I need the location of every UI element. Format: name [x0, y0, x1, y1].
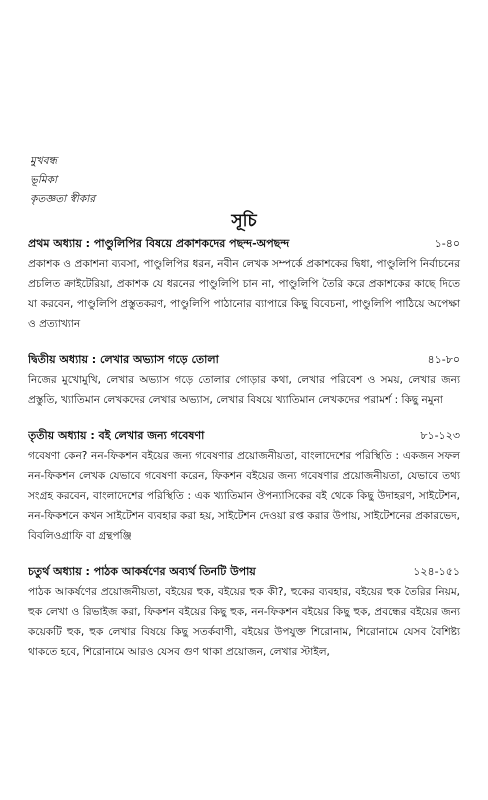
front-matter	[30, 152, 95, 209]
toc-title: সূচি	[231, 211, 257, 231]
chapter-page-range: ৮১-১২৩	[420, 429, 460, 442]
table-of-contents	[28, 234, 460, 678]
chapter-title: তৃতীয় অধ্যায় : বই লেখার জন্য গবেষণা	[28, 429, 205, 442]
chapter-description: প্রকাশক ও প্রকাশনা ব্যবসা, পাণ্ডুলিপির ধরন, নবীন লেখক সম্পর্কে প্রকাশকের দ্বিধা, পাণ্ডুলিপি নির্বাচনের প্রচলিত ক্রাইটেরিয়া, প্রকাশক যে ধরনের পাণ্ডুলিপি চান না, পাণ্ডুলিপি তৈরি করে প্রকাশকের কাছে দিতে যা করবেন, পাণ্ডুলিপি প্রস্তুতকরণ, পাণ্ডুলিপি পাঠানোর ব্যাপারে কিছু বিবেচনা, পাণ্ডুলিপি পাঠিয়ে অপেক্ষা ও প্রত্যাখ্যান	[28, 258, 460, 330]
chapter-page-range: ১-৪০	[434, 237, 460, 250]
chapter-description: গবেষণা কেন? নন-ফিকশন বইয়ের জন্য গবেষণার প্রয়োজনীয়তা, বাংলাদেশের পরিস্থিতি : একজন সফল নন-ফিকশন লেখক যেভাবে গবেষণা করেন, ফিকশন বইয়ের জন্য গবেষণার প্রয়োজনীয়তা, যেভাবে তথ্য সংগ্রহ করবেন, বাংলাদেশের পরিস্থিতি : এক খ্যাতিমান ঔপন্যাসিকের বই থেকে কিছু উদাহরণ, সাইটেশন, নন-ফিকশনে কখন সাইটেশন ব্যবহার করা হয়, সাইটেশন দেওয়া রপ্ত করার উপায়, সাইটেশনের প্রকারভেদ, বিবলিওগ্রাফি বা গ্রন্থপঞ্জি	[28, 450, 460, 542]
chapter-title: চতুর্থ অধ্যায় : পাঠক আকর্ষণের অব্যর্থ তিনটি উপায়	[28, 565, 256, 578]
chapter-page-range: ১২৪-১৫১	[413, 565, 460, 578]
chapter-title: দ্বিতীয় অধ্যায় : লেখার অভ্যাস গড়ে তোলা	[28, 353, 219, 366]
toc-chapter-3	[28, 426, 460, 546]
toc-chapter-1	[28, 234, 460, 334]
front-matter-item-introduction: ভূমিকা	[30, 174, 58, 186]
chapter-description: পাঠক আকর্ষণের প্রয়োজনীয়তা, বইয়ের হুক, বইয়ের হুক কী?, হুকের ব্যবহার, বইয়ের হুক তৈরির নিয়ম, হুক লেখা ও রিভাইজ করা, ফিকশন বইয়ের কিছু হুক, নন-ফিকশন বইয়ের কিছু হুক, প্রবন্ধের বইয়ের জন্য কয়েকটি হুক, হুক লেখার বিষয়ে কিছু সতর্কবাণী, বইয়ের উপযুক্ত শিরোনাম, শিরোনামে যেসব বৈশিষ্ট্য থাকতে হবে, শিরোনামে আরও যেসব গুণ থাকা প্রয়োজন, লেখার স্টাইল,	[28, 586, 460, 658]
chapter-title: প্রথম অধ্যায় : পাণ্ডুলিপির বিষয়ে প্রকাশকদের পছন্দ-অপছন্দ	[28, 237, 290, 250]
chapter-page-range: ৪১-৮০	[427, 353, 460, 366]
front-matter-item-foreword: মুখবন্ধ	[30, 155, 57, 167]
chapter-heading	[28, 562, 460, 582]
front-matter-item-acknowledgement: কৃতজ্ঞতা স্বীকার	[30, 193, 96, 205]
toc-chapter-4	[28, 562, 460, 662]
toc-chapter-2	[28, 350, 460, 410]
chapter-description: নিজের মুখোমুখি, লেখার অভ্যাস গড়ে তোলার গোড়ার কথা, লেখার পরিবেশ ও সময়, লেখার জন্য প্রস্তুতি, খ্যাতিমান লেখকদের লেখার অভ্যাস, লেখার বিষয়ে খ্যাতিমান লেখকদের পরামর্শ : কিছু নমুনা	[28, 374, 460, 406]
chapter-heading	[28, 350, 460, 370]
chapter-heading	[28, 426, 460, 446]
chapter-heading	[28, 234, 460, 254]
